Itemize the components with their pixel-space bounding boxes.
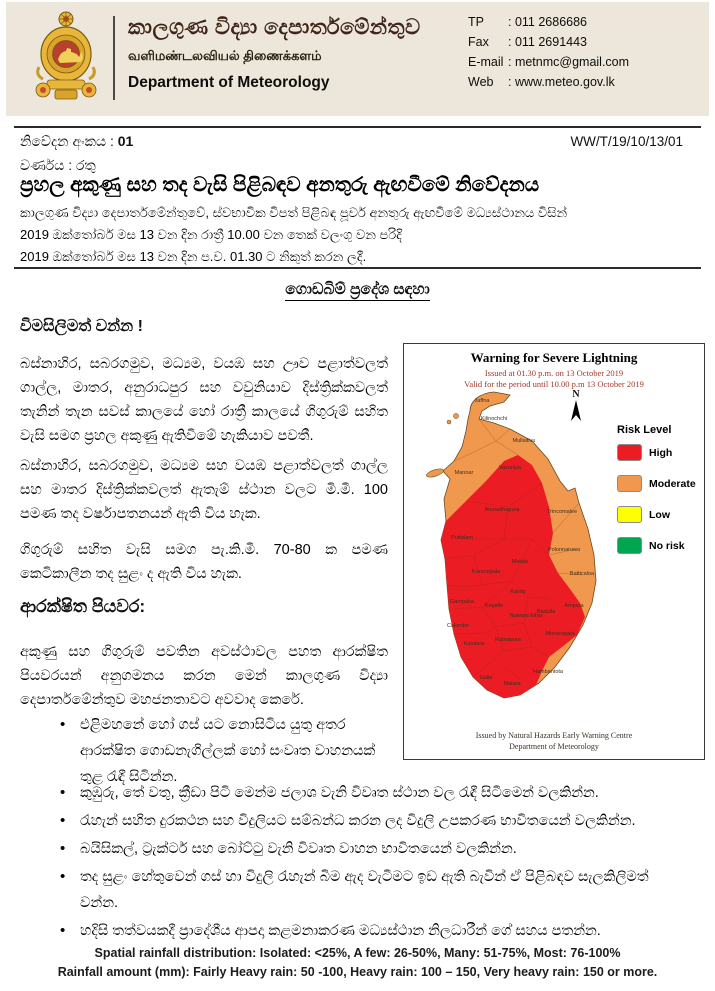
land-areas-heading: ගොඩබිම් ප්‍රදේශ සඳහා [0,281,715,299]
title-rule [14,267,701,269]
contact-label: TP [468,15,484,29]
advisory-valid-line: 2019 ඔක්තෝබර් මස 13 වන දින රාත්‍රී 10.00 වන තෙක් වලංගු වන පරිදි [20,227,402,242]
contact-email [468,52,698,72]
district-label: Batticaloa [569,571,595,577]
footer-spatial-line: Spatial rainfall distribution: Isolated: <25%, A few: 26-50%, Many: 51-75%, Most: 76-100% [94,946,621,960]
district-label: Matale [511,559,529,565]
district-label: Jaffna [474,398,490,404]
safety-bullet-6: • හදිසි තත්වයකදී ප්‍රාදේශීය ආපදා කළමනාකරණ මධ්‍යස්ථාන නිලධාරීන් ගේ සහය පතන්න. [58,918,680,940]
sri-lanka-emblem-icon [30,9,102,109]
advisory-issuer-line: කාලගුණ විද්‍යා දෙපාර්තමේන්තුවේ, ස්වභාවික විපත් පිළිබඳ පූර්ව අනතුරු ඇඟවීමේ මධ්‍යස්ථානය විසින් [20,205,568,220]
contact-value: : www.meteo.gov.lk [508,75,615,89]
legend-label: High [649,446,673,459]
district-label: Kalutara [463,641,485,647]
contact-fax [468,32,698,52]
dept-name-sinhala: කාලගුණ විද්‍යා දෙපාර්තමේන්තුව [128,16,421,39]
district-label: Monaragala [545,631,575,637]
safety-intro-paragraph: අකුණු සහ ගිගුරුම් පවතින අවස්ථාවල පහත ආරක්ෂිත පියවරයන් අනුගමනය කරන මෙන් කාලගුණ විද්‍යා දෙපාර්තමේන්තුව මහජනතාවට අවවාද කෙරේ. [20,644,388,708]
safety-bullet-5: • තද සුළං හේතුවෙන් ගස් හා විදුලි රැහැන් බිම ඇද වැටීමට ඉඩ ඇති බැවින් ඒ පිළිබඳව සැලකිලිමත් වන්න. [58,864,680,916]
safety-bullet-3: • රැහැන් සහිත දුරකථන සහ විදුලියට සම්බන්ධ කරන ලද විදුලි උපකරණ භාවිතයෙන් වලකින්න. [58,808,680,834]
district-label: Anuradhapura [484,507,520,513]
district-label: Kandy [510,589,526,595]
notice-number-value: 01 [117,133,134,149]
advisory-title: ප්‍රහල අකුණු සහ තද වැසි පිළිබඳව අනතුරු ඇඟවීමේ නිවේදනය [20,174,540,196]
map-valid-line: Valid for the period until 10.00 p.m 13 October 2019 [464,379,644,389]
dept-name-tamil: வளிமண்டலவியல் திணைக்களம் [128,48,322,63]
footer-amount-line: Rainfall amount (mm): Fairly Heavy rain: 50 -100, Heavy rain: 100 – 150, Very heavy rain: 150 or more. [57,965,658,979]
district-label: Ampara [564,603,584,609]
contact-info [468,12,698,92]
district-label: Ratnapura [495,637,521,643]
district-label: Polonnaruwa [547,547,581,553]
district-label: Kegalle [484,603,504,609]
district-label: Puttalam [451,535,473,541]
contact-value: : 011 2691443 [508,35,588,49]
map-footer-credit: Issued by Natural Hazards Early Warning Centre Department of Meteorology [475,731,633,751]
contact-tp [468,12,698,32]
contact-label: Web [468,75,494,89]
map-issued-line: Issued at 01.30 p.m. on 13 October 2019 [484,368,624,378]
district-label: Mannar [454,470,474,476]
reference-number: WW/T/19/10/13/01 [570,134,683,149]
district-label: Nuwara Eliya [509,613,543,619]
north-arrow-icon: N [566,390,586,427]
district-label: Galle [479,675,493,681]
district-label: Hambantota [533,669,563,675]
district-label: Trincomalee [546,509,578,515]
header-divider [113,16,115,100]
safety-measures-heading: ආරක්ෂිත පියවර: [20,596,146,616]
safety-bullet-4: • බයිසිකල්, ට්‍රැක්ටර් සහ බෝට්ටු වැනි විවෘත වාහන භාවිතයෙන් වලකින්න. [58,836,680,862]
legend-label: Moderate [649,477,696,490]
legend-label: Low [649,508,670,521]
lightning-warning-map-panel [403,343,705,760]
district-label: Colombo [446,623,470,629]
notice-number-label: නිවේදන අංකය : [20,133,114,149]
dept-name-english: Department of Meteorology [128,74,330,91]
district-label: Gampaha [449,599,475,605]
district-label: Kurunegala [471,569,501,575]
safety-bullet-2: • කුඹුරු, තේ වතු, ක්‍රීඩා පිටි මෙන්ම ජලාශ වැනි විවෘත ස්ථාන වල රැඳී සිටීමෙන් වලකින්න. [58,780,680,806]
safety-bullets-rest [58,780,680,940]
legend-label: No risk [649,539,685,552]
safety-bullet-1: • එළිමහනේ හෝ ගස් යට නොසිටිය යුතු අතර ආරක්ෂිත ගොඩනැගිල්ලක් හෝ සංවෘත වාහනයක් තුළ රැඳී සිටින්න. [58,712,378,790]
advisory-issued-line: 2019 ඔක්තෝබර් මස 13 වන දින ප.ව. 01.30 ට නිකුත් කරන ලදී. [20,249,367,264]
header-rule [14,126,701,128]
district-label: Vavuniya [498,465,522,471]
district-label: Badulla [536,609,556,615]
rainfall-definitions-footer [0,944,715,982]
contact-web [468,72,698,92]
notice-number-line [20,133,133,150]
legend-title: Risk Level [617,424,672,436]
paragraph-rainfall: බස්නාහිර, සබරගමුව, මධ්‍යම සහ වයඹ පළාත්වලත් ගාල්ල සහ මාතර දිස්ත්‍රික්කවලත් ඇතැම් ස්ථාන වලට මි.මී. 100 පමණ තද වර්ෂාපතනයන් ඇති විය හැක. [20,458,388,522]
sri-lanka-map [412,386,637,724]
district-label: Kilinochchi [480,416,508,422]
district-label: Matara [503,681,521,687]
contact-value: : metnmc@gmail.com [508,55,630,69]
map-title: Warning for Severe Lightning [470,350,638,365]
contact-label: Fax [468,35,489,49]
paragraph-wind: ගිගුරුම් සහිත වැසි සමග පැ.කි.මී. 70-80 ක පමණ කෙටිකාලීන තද සුළං ද ඇති විය හැක. [20,542,388,582]
district-label: Mullaitivu [512,438,536,444]
category-line: වර්ණය : රතු [20,157,96,173]
contact-value: : 011 2686686 [508,15,588,29]
contact-label: E-mail [468,55,504,69]
paragraph-lightning-risk: බස්නාහිර, සබරගමුව, මධ්‍යම, වයඹ සහ ඌව පළාත්වලත් ගාල්ල, මාතර, අනුරාධපුර සහ වවුනියාව දිස්ත්‍රික්කවලත් තැනින් තැන සවස් කාලයේ හෝ රාත්‍රී කාලයේ ගිගුරුම් සහිත වැසි සමග ප්‍රහල අකුණු ඇතිවීමේ හැකියාව පවතී. [20,356,388,444]
be-vigilant-heading: විමසිලිමත් වන්න ! [20,318,143,335]
